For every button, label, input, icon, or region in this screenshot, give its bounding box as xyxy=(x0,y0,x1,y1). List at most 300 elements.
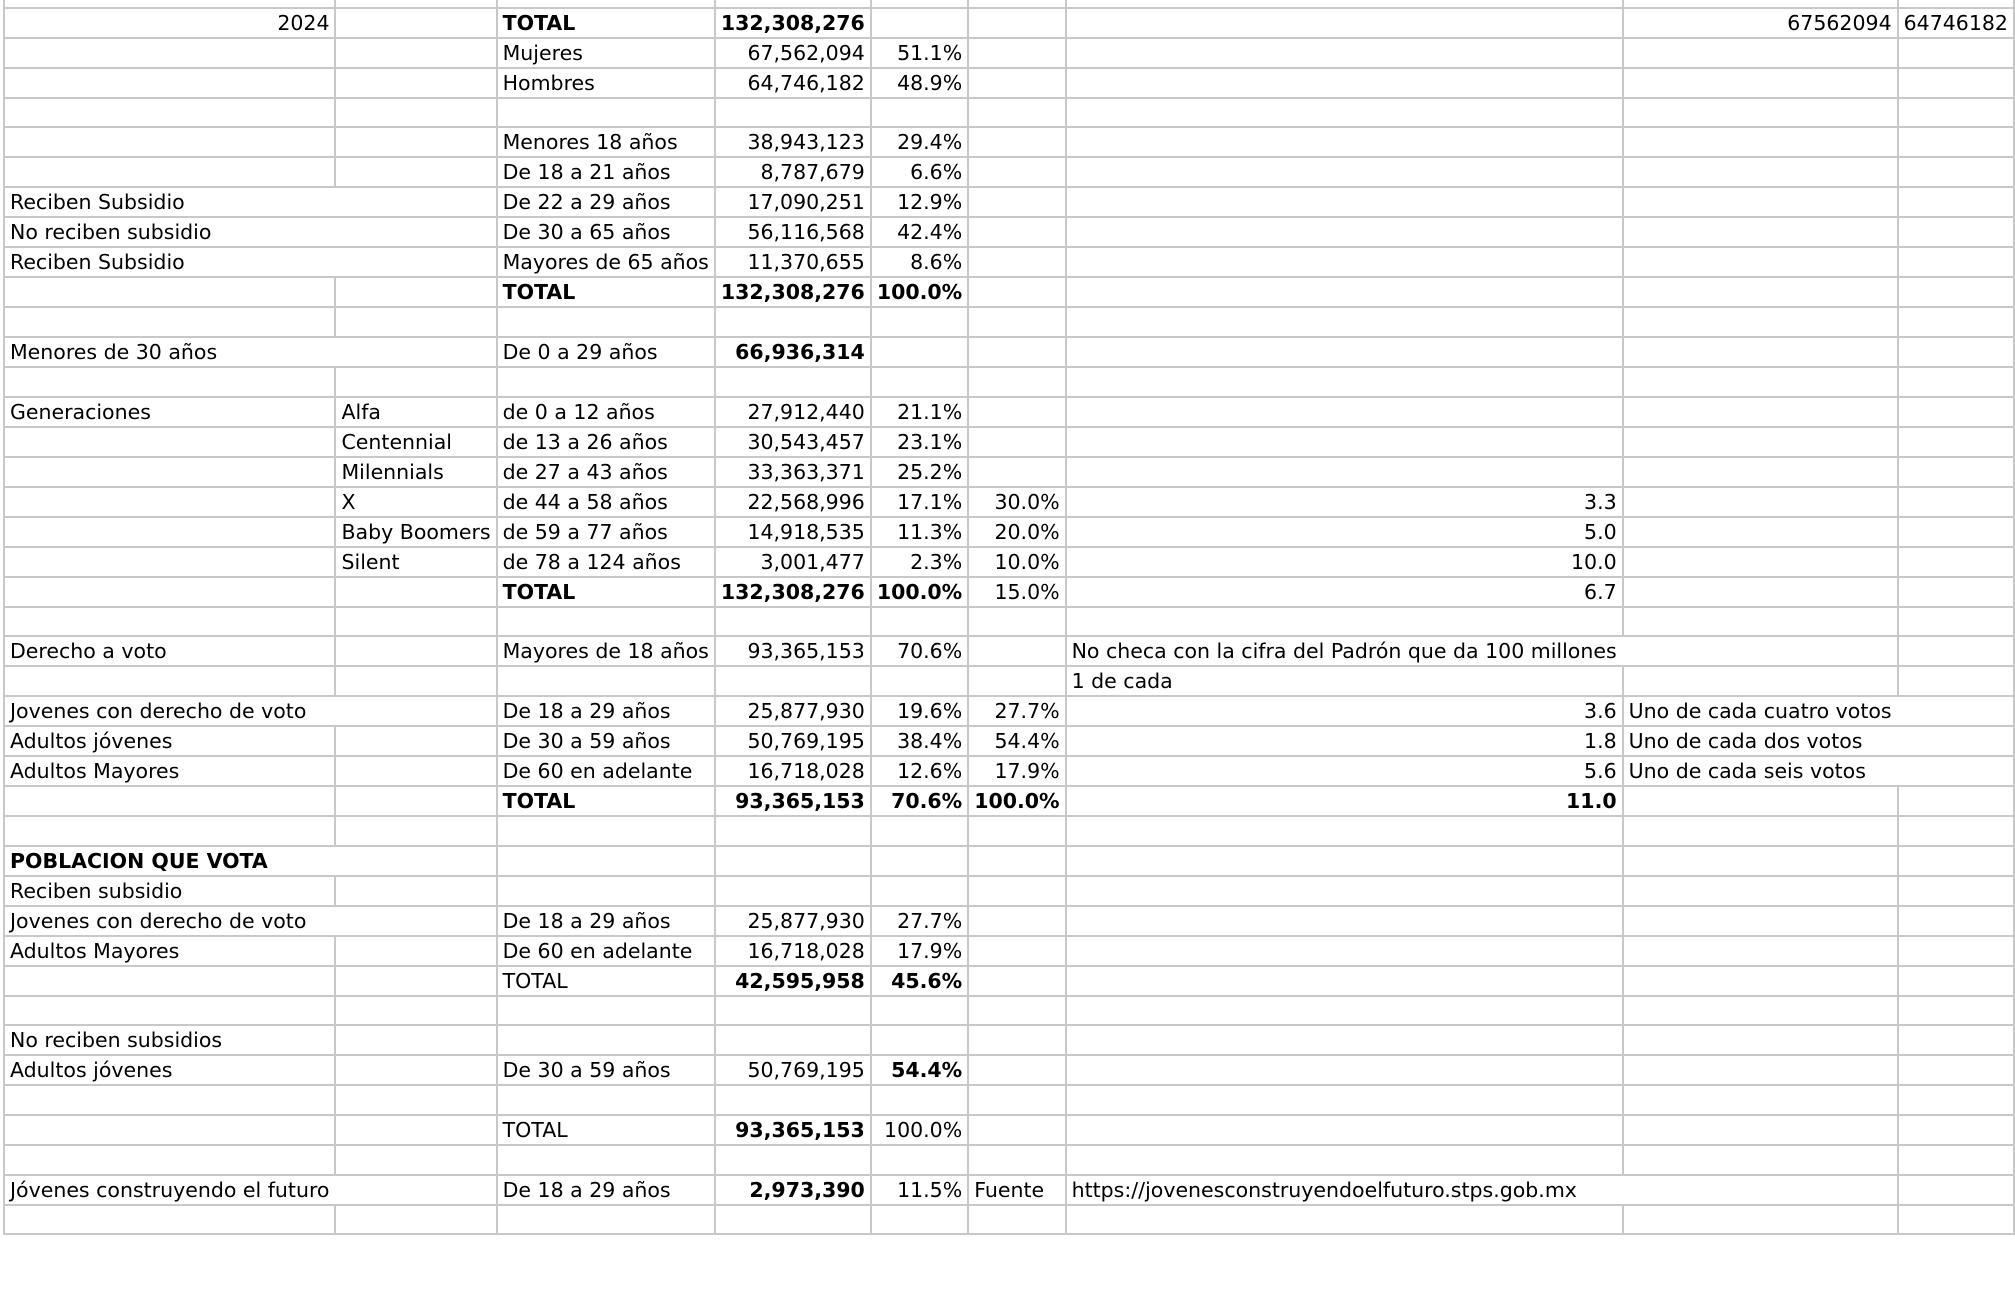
cell-f41[interactable]: Fuente xyxy=(968,1175,1065,1205)
cell-f6[interactable] xyxy=(968,127,1065,157)
cell-c20[interactable]: de 78 a 124 años xyxy=(497,547,715,577)
cell-f3[interactable] xyxy=(968,38,1065,68)
cell-d19[interactable]: 14,918,535 xyxy=(715,517,871,547)
cell-d35[interactable] xyxy=(715,996,871,1026)
cell-g6[interactable] xyxy=(1066,127,1623,157)
cell-b7[interactable] xyxy=(335,157,496,187)
cell-a8[interactable]: Reciben Subsidio xyxy=(4,187,335,217)
cell-c24[interactable] xyxy=(497,666,715,696)
cell-a15[interactable]: Generaciones xyxy=(4,397,335,427)
cell-a14[interactable] xyxy=(4,367,335,397)
cell-i41[interactable] xyxy=(1898,1175,2014,1205)
cell-i27[interactable] xyxy=(1898,756,2014,786)
cell-d26[interactable]: 50,769,195 xyxy=(715,726,871,756)
cell-h39[interactable] xyxy=(1623,1115,1898,1145)
cell-f2[interactable] xyxy=(968,8,1065,38)
cell-i14[interactable] xyxy=(1898,367,2014,397)
cell-d18[interactable]: 22,568,996 xyxy=(715,487,871,517)
cell-e38[interactable] xyxy=(871,1085,968,1115)
cell-i35[interactable] xyxy=(1898,996,2014,1026)
cell-h42[interactable] xyxy=(1623,1205,1898,1235)
cell-d10[interactable]: 11,370,655 xyxy=(715,247,871,277)
cell-e28[interactable]: 70.6% xyxy=(871,786,968,816)
cell-e31[interactable] xyxy=(871,876,968,906)
cell-d23[interactable]: 93,365,153 xyxy=(715,636,871,666)
cell-i29[interactable] xyxy=(1898,816,2014,846)
cell-g42[interactable] xyxy=(1066,1205,1623,1235)
cell-e3[interactable]: 51.1% xyxy=(871,38,968,68)
cell-e34[interactable]: 45.6% xyxy=(871,966,968,996)
cell-f11[interactable] xyxy=(968,277,1065,307)
cell-a11[interactable] xyxy=(4,277,335,307)
cell-d32[interactable]: 25,877,930 xyxy=(715,906,871,936)
cell-g30[interactable] xyxy=(1066,846,1623,876)
cell-h15[interactable] xyxy=(1623,397,1898,427)
cell-h31[interactable] xyxy=(1623,876,1898,906)
cell-f27[interactable]: 17.9% xyxy=(968,756,1065,786)
cell-e4[interactable]: 48.9% xyxy=(871,68,968,98)
cell-b28[interactable] xyxy=(335,786,496,816)
cell-a38[interactable] xyxy=(4,1085,335,1115)
cell-e40[interactable] xyxy=(871,1145,968,1175)
cell-e41[interactable]: 11.5% xyxy=(871,1175,968,1205)
cell-d11[interactable]: 132,308,276 xyxy=(715,277,871,307)
cell-h14[interactable] xyxy=(1623,367,1898,397)
cell-c22[interactable] xyxy=(497,607,715,637)
cell-f15[interactable] xyxy=(968,397,1065,427)
cell-a6[interactable] xyxy=(4,127,335,157)
cell-b38[interactable] xyxy=(335,1085,496,1115)
cell-a27[interactable]: Adultos Mayores xyxy=(4,756,335,786)
cell-e29[interactable] xyxy=(871,816,968,846)
cell-b36[interactable] xyxy=(335,1025,496,1055)
cell-d21[interactable]: 132,308,276 xyxy=(715,577,871,607)
cell-f34[interactable] xyxy=(968,966,1065,996)
cell-b4[interactable] xyxy=(335,68,496,98)
cell-b21[interactable] xyxy=(335,577,496,607)
cell-d5[interactable] xyxy=(715,98,871,128)
cell-i28[interactable] xyxy=(1898,786,2014,816)
cell-f20[interactable]: 10.0% xyxy=(968,547,1065,577)
cell-e15[interactable]: 21.1% xyxy=(871,397,968,427)
cell-i2[interactable]: 64746182 xyxy=(1898,8,2014,38)
cell-b12[interactable] xyxy=(335,307,496,337)
cell-a22[interactable] xyxy=(4,607,335,637)
cell-h13[interactable] xyxy=(1623,337,1898,367)
cell-h10[interactable] xyxy=(1623,247,1898,277)
cell-f36[interactable] xyxy=(968,1025,1065,1055)
cell-h1[interactable] xyxy=(1623,0,1898,8)
cell-h38[interactable] xyxy=(1623,1085,1898,1115)
cell-b15[interactable]: Alfa xyxy=(335,397,496,427)
cell-h33[interactable] xyxy=(1623,936,1898,966)
cell-i10[interactable] xyxy=(1898,247,2014,277)
cell-a4[interactable] xyxy=(4,68,335,98)
cell-i32[interactable] xyxy=(1898,906,2014,936)
cell-d36[interactable] xyxy=(715,1025,871,1055)
cell-a25[interactable]: Jovenes con derecho de voto xyxy=(4,696,335,726)
cell-h24[interactable] xyxy=(1623,666,1898,696)
cell-g33[interactable] xyxy=(1066,936,1623,966)
cell-g19[interactable]: 5.0 xyxy=(1066,517,1623,547)
cell-a12[interactable] xyxy=(4,307,335,337)
cell-g7[interactable] xyxy=(1066,157,1623,187)
cell-b20[interactable]: Silent xyxy=(335,547,496,577)
cell-a17[interactable] xyxy=(4,457,335,487)
cell-e23[interactable]: 70.6% xyxy=(871,636,968,666)
cell-e21[interactable]: 100.0% xyxy=(871,577,968,607)
cell-f12[interactable] xyxy=(968,307,1065,337)
cell-b25[interactable] xyxy=(335,696,496,726)
cell-i37[interactable] xyxy=(1898,1055,2014,1085)
cell-c29[interactable] xyxy=(497,816,715,846)
cell-g14[interactable] xyxy=(1066,367,1623,397)
cell-h4[interactable] xyxy=(1623,68,1898,98)
cell-b18[interactable]: X xyxy=(335,487,496,517)
cell-a20[interactable] xyxy=(4,547,335,577)
cell-g24[interactable]: 1 de cada xyxy=(1066,666,1623,696)
cell-b42[interactable] xyxy=(335,1205,496,1235)
cell-a37[interactable]: Adultos jóvenes xyxy=(4,1055,335,1085)
cell-i16[interactable] xyxy=(1898,427,2014,457)
cell-c38[interactable] xyxy=(497,1085,715,1115)
cell-h17[interactable] xyxy=(1623,457,1898,487)
cell-b35[interactable] xyxy=(335,996,496,1026)
cell-c21[interactable]: TOTAL xyxy=(497,577,715,607)
cell-g4[interactable] xyxy=(1066,68,1623,98)
cell-a40[interactable] xyxy=(4,1145,335,1175)
cell-d22[interactable] xyxy=(715,607,871,637)
cell-b17[interactable]: Milennials xyxy=(335,457,496,487)
cell-d39[interactable]: 93,365,153 xyxy=(715,1115,871,1145)
cell-e30[interactable] xyxy=(871,846,968,876)
cell-c36[interactable] xyxy=(497,1025,715,1055)
cell-c4[interactable]: Hombres xyxy=(497,68,715,98)
cell-g25[interactable]: 3.6 xyxy=(1066,696,1623,726)
cell-c19[interactable]: de 59 a 77 años xyxy=(497,517,715,547)
cell-d1[interactable] xyxy=(715,0,871,8)
cell-a23[interactable]: Derecho a voto xyxy=(4,636,335,666)
cell-c17[interactable]: de 27 a 43 años xyxy=(497,457,715,487)
cell-b26[interactable] xyxy=(335,726,496,756)
cell-b3[interactable] xyxy=(335,38,496,68)
cell-b34[interactable] xyxy=(335,966,496,996)
cell-a34[interactable] xyxy=(4,966,335,996)
cell-f33[interactable] xyxy=(968,936,1065,966)
cell-i15[interactable] xyxy=(1898,397,2014,427)
cell-c7[interactable]: De 18 a 21 años xyxy=(497,157,715,187)
cell-c26[interactable]: De 30 a 59 años xyxy=(497,726,715,756)
cell-a30[interactable]: POBLACION QUE VOTA xyxy=(4,846,335,876)
cell-c13[interactable]: De 0 a 29 años xyxy=(497,337,715,367)
cell-f17[interactable] xyxy=(968,457,1065,487)
cell-i38[interactable] xyxy=(1898,1085,2014,1115)
cell-i25[interactable] xyxy=(1898,696,2014,726)
cell-h2[interactable]: 67562094 xyxy=(1623,8,1898,38)
cell-g23[interactable]: No checa con la cifra del Padrón que da 100 millones xyxy=(1066,636,1623,666)
cell-h28[interactable] xyxy=(1623,786,1898,816)
cell-c2[interactable]: TOTAL xyxy=(497,8,715,38)
cell-d28[interactable]: 93,365,153 xyxy=(715,786,871,816)
cell-e27[interactable]: 12.6% xyxy=(871,756,968,786)
cell-d6[interactable]: 38,943,123 xyxy=(715,127,871,157)
cell-h5[interactable] xyxy=(1623,98,1898,128)
cell-g17[interactable] xyxy=(1066,457,1623,487)
cell-b27[interactable] xyxy=(335,756,496,786)
cell-h26[interactable]: Uno de cada dos votos xyxy=(1623,726,1898,756)
cell-f25[interactable]: 27.7% xyxy=(968,696,1065,726)
cell-e32[interactable]: 27.7% xyxy=(871,906,968,936)
cell-e42[interactable] xyxy=(871,1205,968,1235)
cell-e8[interactable]: 12.9% xyxy=(871,187,968,217)
cell-c10[interactable]: Mayores de 65 años xyxy=(497,247,715,277)
cell-c35[interactable] xyxy=(497,996,715,1026)
cell-a28[interactable] xyxy=(4,786,335,816)
cell-h29[interactable] xyxy=(1623,816,1898,846)
cell-f19[interactable]: 20.0% xyxy=(968,517,1065,547)
cell-g35[interactable] xyxy=(1066,996,1623,1026)
cell-d41[interactable]: 2,973,390 xyxy=(715,1175,871,1205)
cell-i5[interactable] xyxy=(1898,98,2014,128)
cell-a41[interactable]: Jóvenes construyendo el futuro xyxy=(4,1175,335,1205)
cell-i19[interactable] xyxy=(1898,517,2014,547)
cell-f10[interactable] xyxy=(968,247,1065,277)
cell-h12[interactable] xyxy=(1623,307,1898,337)
cell-e11[interactable]: 100.0% xyxy=(871,277,968,307)
cell-g12[interactable] xyxy=(1066,307,1623,337)
cell-i33[interactable] xyxy=(1898,936,2014,966)
cell-i23[interactable] xyxy=(1898,636,2014,666)
cell-d14[interactable] xyxy=(715,367,871,397)
cell-g34[interactable] xyxy=(1066,966,1623,996)
cell-e13[interactable] xyxy=(871,337,968,367)
cell-d20[interactable]: 3,001,477 xyxy=(715,547,871,577)
cell-b2[interactable] xyxy=(335,8,496,38)
cell-d13[interactable]: 66,936,314 xyxy=(715,337,871,367)
cell-e19[interactable]: 11.3% xyxy=(871,517,968,547)
cell-e37[interactable]: 54.4% xyxy=(871,1055,968,1085)
cell-i20[interactable] xyxy=(1898,547,2014,577)
cell-f5[interactable] xyxy=(968,98,1065,128)
cell-a16[interactable] xyxy=(4,427,335,457)
cell-c12[interactable] xyxy=(497,307,715,337)
cell-c42[interactable] xyxy=(497,1205,715,1235)
cell-b33[interactable] xyxy=(335,936,496,966)
cell-i9[interactable] xyxy=(1898,217,2014,247)
cell-f38[interactable] xyxy=(968,1085,1065,1115)
cell-a5[interactable] xyxy=(4,98,335,128)
cell-i22[interactable] xyxy=(1898,607,2014,637)
cell-d37[interactable]: 50,769,195 xyxy=(715,1055,871,1085)
cell-h20[interactable] xyxy=(1623,547,1898,577)
cell-f39[interactable] xyxy=(968,1115,1065,1145)
cell-f18[interactable]: 30.0% xyxy=(968,487,1065,517)
cell-f14[interactable] xyxy=(968,367,1065,397)
cell-e1[interactable] xyxy=(871,0,968,8)
cell-h36[interactable] xyxy=(1623,1025,1898,1055)
cell-i7[interactable] xyxy=(1898,157,2014,187)
cell-h41[interactable] xyxy=(1623,1175,1898,1205)
cell-c30[interactable] xyxy=(497,846,715,876)
cell-g38[interactable] xyxy=(1066,1085,1623,1115)
cell-c15[interactable]: de 0 a 12 años xyxy=(497,397,715,427)
cell-d2[interactable]: 132,308,276 xyxy=(715,8,871,38)
cell-i26[interactable] xyxy=(1898,726,2014,756)
cell-e6[interactable]: 29.4% xyxy=(871,127,968,157)
cell-f4[interactable] xyxy=(968,68,1065,98)
cell-i12[interactable] xyxy=(1898,307,2014,337)
cell-a3[interactable] xyxy=(4,38,335,68)
cell-a36[interactable]: No reciben subsidios xyxy=(4,1025,335,1055)
cell-i18[interactable] xyxy=(1898,487,2014,517)
cell-c37[interactable]: De 30 a 59 años xyxy=(497,1055,715,1085)
cell-h30[interactable] xyxy=(1623,846,1898,876)
cell-h27[interactable]: Uno de cada seis votos xyxy=(1623,756,1898,786)
cell-b13[interactable] xyxy=(335,337,496,367)
cell-h22[interactable] xyxy=(1623,607,1898,637)
cell-f8[interactable] xyxy=(968,187,1065,217)
cell-b32[interactable] xyxy=(335,906,496,936)
cell-b14[interactable] xyxy=(335,367,496,397)
cell-a39[interactable] xyxy=(4,1115,335,1145)
cell-b24[interactable] xyxy=(335,666,496,696)
cell-e33[interactable]: 17.9% xyxy=(871,936,968,966)
cell-f22[interactable] xyxy=(968,607,1065,637)
cell-f42[interactable] xyxy=(968,1205,1065,1235)
cell-f1[interactable] xyxy=(968,0,1065,8)
cell-h8[interactable] xyxy=(1623,187,1898,217)
cell-b8[interactable] xyxy=(335,187,496,217)
cell-c18[interactable]: de 44 a 58 años xyxy=(497,487,715,517)
cell-g9[interactable] xyxy=(1066,217,1623,247)
cell-e24[interactable] xyxy=(871,666,968,696)
cell-f16[interactable] xyxy=(968,427,1065,457)
cell-b39[interactable] xyxy=(335,1115,496,1145)
cell-a1[interactable] xyxy=(4,0,335,8)
cell-e9[interactable]: 42.4% xyxy=(871,217,968,247)
cell-g28[interactable]: 11.0 xyxy=(1066,786,1623,816)
cell-a19[interactable] xyxy=(4,517,335,547)
cell-c8[interactable]: De 22 a 29 años xyxy=(497,187,715,217)
cell-f23[interactable] xyxy=(968,636,1065,666)
cell-f35[interactable] xyxy=(968,996,1065,1026)
cell-b41[interactable] xyxy=(335,1175,496,1205)
cell-h34[interactable] xyxy=(1623,966,1898,996)
cell-f21[interactable]: 15.0% xyxy=(968,577,1065,607)
cell-g8[interactable] xyxy=(1066,187,1623,217)
cell-i31[interactable] xyxy=(1898,876,2014,906)
cell-e18[interactable]: 17.1% xyxy=(871,487,968,517)
cell-c27[interactable]: De 60 en adelante xyxy=(497,756,715,786)
cell-e14[interactable] xyxy=(871,367,968,397)
cell-e22[interactable] xyxy=(871,607,968,637)
cell-i40[interactable] xyxy=(1898,1145,2014,1175)
cell-e17[interactable]: 25.2% xyxy=(871,457,968,487)
cell-h37[interactable] xyxy=(1623,1055,1898,1085)
cell-d27[interactable]: 16,718,028 xyxy=(715,756,871,786)
cell-e12[interactable] xyxy=(871,307,968,337)
cell-d12[interactable] xyxy=(715,307,871,337)
cell-f9[interactable] xyxy=(968,217,1065,247)
cell-i34[interactable] xyxy=(1898,966,2014,996)
cell-e7[interactable]: 6.6% xyxy=(871,157,968,187)
cell-c31[interactable] xyxy=(497,876,715,906)
cell-d4[interactable]: 64,746,182 xyxy=(715,68,871,98)
cell-g18[interactable]: 3.3 xyxy=(1066,487,1623,517)
cell-b9[interactable] xyxy=(335,217,496,247)
cell-i42[interactable] xyxy=(1898,1205,2014,1235)
cell-g27[interactable]: 5.6 xyxy=(1066,756,1623,786)
cell-g37[interactable] xyxy=(1066,1055,1623,1085)
cell-b11[interactable] xyxy=(335,277,496,307)
cell-c11[interactable]: TOTAL xyxy=(497,277,715,307)
cell-d9[interactable]: 56,116,568 xyxy=(715,217,871,247)
cell-g10[interactable] xyxy=(1066,247,1623,277)
cell-d40[interactable] xyxy=(715,1145,871,1175)
cell-c40[interactable] xyxy=(497,1145,715,1175)
cell-e26[interactable]: 38.4% xyxy=(871,726,968,756)
cell-g32[interactable] xyxy=(1066,906,1623,936)
cell-a13[interactable]: Menores de 30 años xyxy=(4,337,335,367)
cell-i13[interactable] xyxy=(1898,337,2014,367)
cell-d31[interactable] xyxy=(715,876,871,906)
cell-b23[interactable] xyxy=(335,636,496,666)
cell-d33[interactable]: 16,718,028 xyxy=(715,936,871,966)
cell-h25[interactable]: Uno de cada cuatro votos xyxy=(1623,696,1898,726)
cell-d24[interactable] xyxy=(715,666,871,696)
cell-f40[interactable] xyxy=(968,1145,1065,1175)
cell-e20[interactable]: 2.3% xyxy=(871,547,968,577)
cell-c3[interactable]: Mujeres xyxy=(497,38,715,68)
cell-a31[interactable]: Reciben subsidio xyxy=(4,876,335,906)
cell-g26[interactable]: 1.8 xyxy=(1066,726,1623,756)
cell-b22[interactable] xyxy=(335,607,496,637)
cell-f24[interactable] xyxy=(968,666,1065,696)
cell-h3[interactable] xyxy=(1623,38,1898,68)
cell-g5[interactable] xyxy=(1066,98,1623,128)
cell-h18[interactable] xyxy=(1623,487,1898,517)
cell-c9[interactable]: De 30 a 65 años xyxy=(497,217,715,247)
cell-d38[interactable] xyxy=(715,1085,871,1115)
cell-b19[interactable]: Baby Boomers xyxy=(335,517,496,547)
cell-f32[interactable] xyxy=(968,906,1065,936)
cell-c25[interactable]: De 18 a 29 años xyxy=(497,696,715,726)
cell-c41[interactable]: De 18 a 29 años xyxy=(497,1175,715,1205)
cell-e16[interactable]: 23.1% xyxy=(871,427,968,457)
cell-e25[interactable]: 19.6% xyxy=(871,696,968,726)
cell-i6[interactable] xyxy=(1898,127,2014,157)
cell-a42[interactable] xyxy=(4,1205,335,1235)
cell-d30[interactable] xyxy=(715,846,871,876)
cell-g3[interactable] xyxy=(1066,38,1623,68)
cell-b31[interactable] xyxy=(335,876,496,906)
cell-d34[interactable]: 42,595,958 xyxy=(715,966,871,996)
cell-c34[interactable]: TOTAL xyxy=(497,966,715,996)
cell-h40[interactable] xyxy=(1623,1145,1898,1175)
cell-d15[interactable]: 27,912,440 xyxy=(715,397,871,427)
cell-g16[interactable] xyxy=(1066,427,1623,457)
cell-g1[interactable] xyxy=(1066,0,1623,8)
cell-i8[interactable] xyxy=(1898,187,2014,217)
cell-a35[interactable] xyxy=(4,996,335,1026)
cell-h21[interactable] xyxy=(1623,577,1898,607)
cell-f13[interactable] xyxy=(968,337,1065,367)
cell-i30[interactable] xyxy=(1898,846,2014,876)
cell-c32[interactable]: De 18 a 29 años xyxy=(497,906,715,936)
cell-g36[interactable] xyxy=(1066,1025,1623,1055)
cell-i39[interactable] xyxy=(1898,1115,2014,1145)
cell-a7[interactable] xyxy=(4,157,335,187)
